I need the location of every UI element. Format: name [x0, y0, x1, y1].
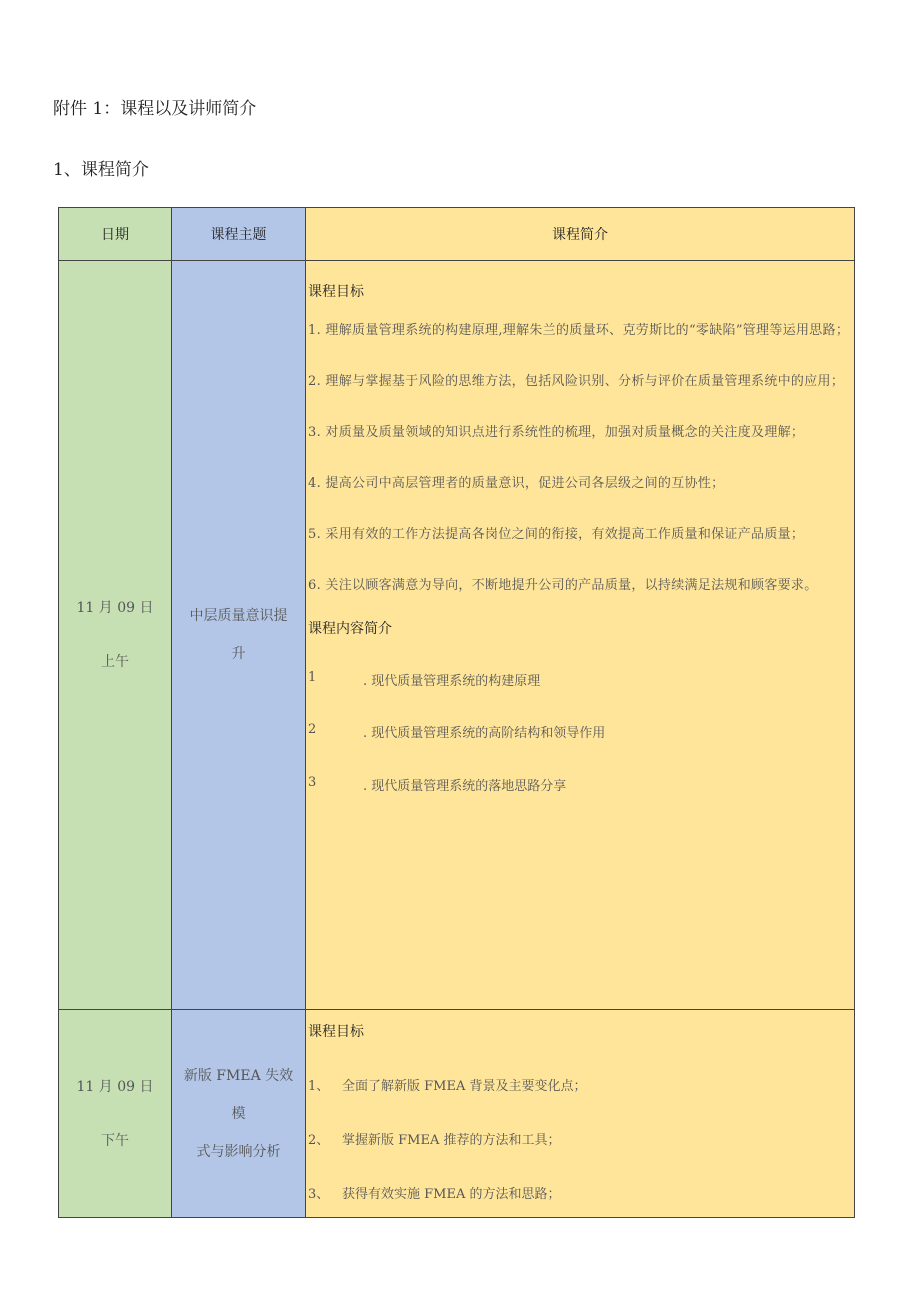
goal-item-number: 1、 — [308, 1079, 330, 1094]
goals-title: 课程目标 — [308, 283, 364, 299]
date-cell — [59, 261, 172, 1010]
goal-item: 6. 关注以顾客满意为导向，不断地提升公司的产品质量，以持续满足法规和顾客要求。 — [308, 578, 818, 593]
table-row — [59, 261, 855, 1010]
goal-item — [308, 1075, 854, 1094]
goal-item — [308, 1129, 854, 1148]
content-title: 课程内容简介 — [308, 620, 392, 636]
date-text: 11 月 09 日 — [76, 1078, 154, 1095]
content-item-text: . 现代质量管理系统的落地思路分享 — [363, 779, 567, 794]
header-topic: 课程主题 — [172, 208, 306, 261]
date-text: 11 月 09 日 — [76, 600, 154, 616]
goal-item-number: 3、 — [308, 1187, 330, 1202]
table-header-row — [59, 208, 855, 261]
time-of-day-text: 上午 — [101, 654, 129, 670]
goal-item — [308, 1183, 854, 1202]
content-item-text: . 现代质量管理系统的高阶结构和领导作用 — [363, 726, 606, 741]
goal-item: 1. 理解质量管理系统的构建原理,理解朱兰的质量环、克劳斯比的“零缺陷”管理等运用思路； — [308, 323, 850, 338]
goal-item-text: 掌握新版 FMEA 推荐的方法和工具； — [342, 1133, 561, 1148]
content-item-text: . 现代质量管理系统的构建原理 — [363, 674, 541, 689]
topic-cell — [172, 261, 306, 1010]
goal-item: 2. 理解与掌握基于风险的思维方法，包括风险识别、分析与评价在质量管理系统中的应用； — [308, 374, 845, 389]
intro-cell — [306, 261, 855, 1010]
goals-title: 课程目标 — [308, 1023, 364, 1039]
time-of-day-text: 下午 — [101, 1132, 129, 1149]
goal-item-text: 全面了解新版 FMEA 背景及主要变化点； — [342, 1079, 587, 1094]
topic-text-line2: 式与影响分析 — [196, 1143, 281, 1160]
topic-cell — [172, 1010, 306, 1218]
header-date: 日期 — [59, 208, 172, 261]
content-item — [308, 722, 854, 741]
header-intro: 课程简介 — [306, 208, 855, 261]
goal-item: 5. 采用有效的工作方法提高各岗位之间的衔接，有效提高工作质量和保证产品质量； — [308, 527, 805, 542]
goal-item-number: 2、 — [308, 1133, 330, 1148]
content-item — [308, 775, 854, 794]
attachment-heading: 附件 1：课程以及讲师简介 — [53, 99, 257, 119]
goal-item: 4. 提高公司中高层管理者的质量意识，促进公司各层级之间的互协性； — [308, 476, 725, 491]
section-heading: 1、课程简介 — [53, 160, 149, 180]
topic-text-line1: 中层质量意识提 — [189, 608, 288, 624]
intro-cell — [306, 1010, 855, 1218]
course-table — [58, 207, 855, 1218]
topic-text-line2: 升 — [231, 646, 246, 662]
table-row — [59, 1010, 855, 1218]
content-item-number: 3 — [308, 775, 317, 790]
content-item-number: 2 — [308, 722, 317, 737]
content-item-number: 1 — [308, 670, 317, 685]
goal-item: 3. 对质量及质量领域的知识点进行系统性的梳理，加强对质量概念的关注度及理解； — [308, 425, 805, 440]
content-item — [308, 670, 854, 689]
date-cell — [59, 1010, 172, 1218]
goal-item-text: 获得有效实施 FMEA 的方法和思路； — [342, 1187, 561, 1202]
topic-text-line1: 新版 FMEA 失效模 — [183, 1067, 294, 1122]
